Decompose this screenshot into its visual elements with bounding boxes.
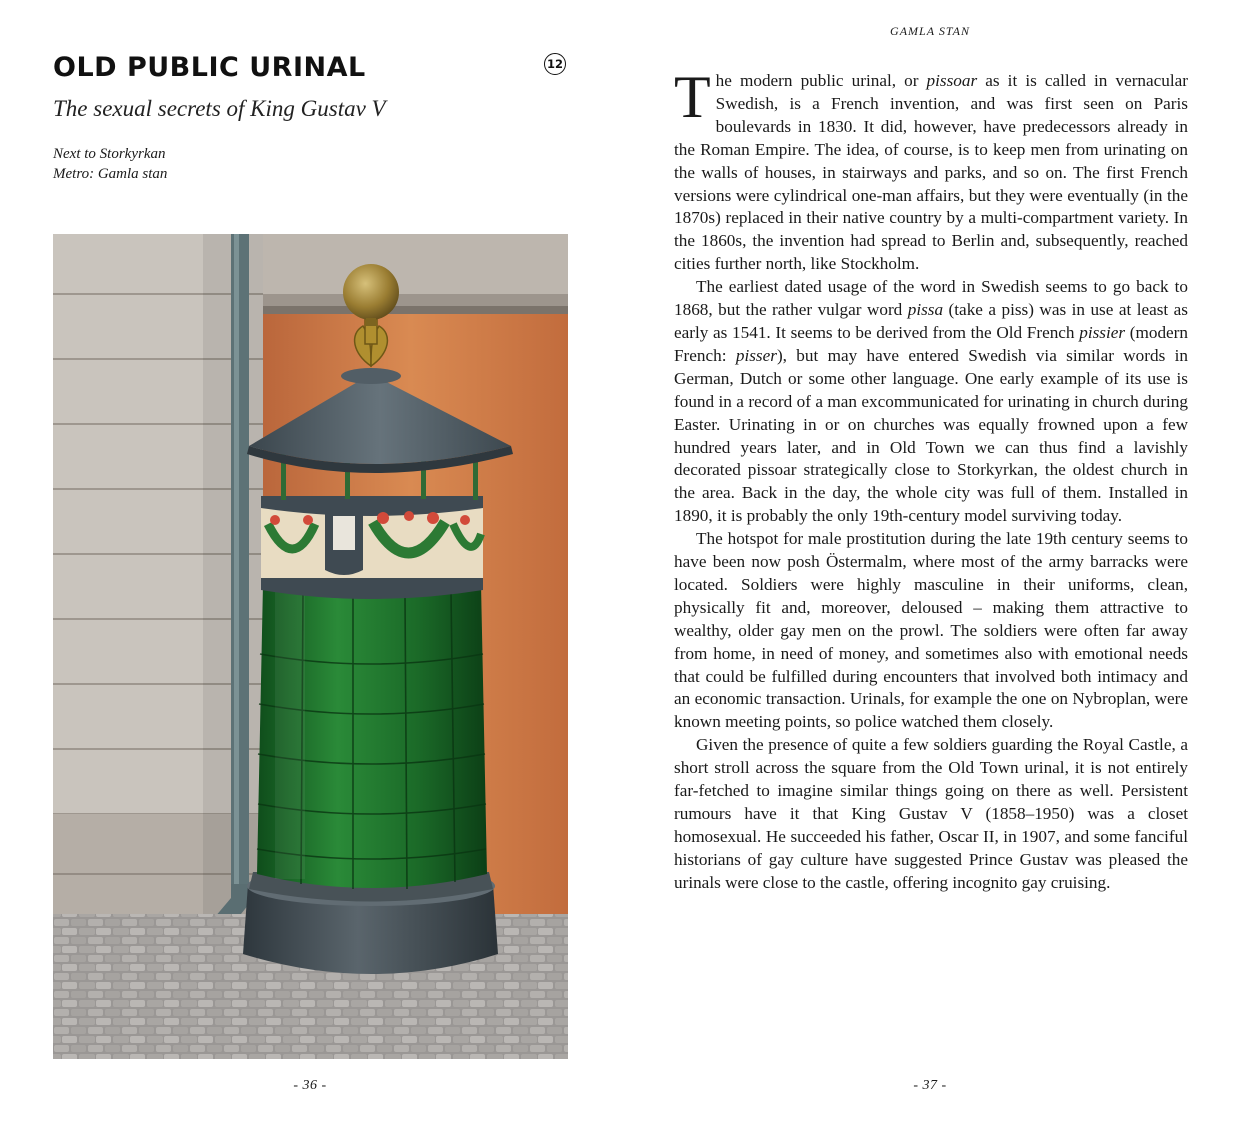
right-page <box>620 0 1241 1123</box>
text-run: (modern French: <box>674 322 1188 365</box>
text-run: as it is called in vernacular Swedish, is a French invention, and was first seen on Paris boulevards in 1830. It did, however, have predecessors already in the Roman Empire. The idea, of course, is to keep men from urinating on the walls of houses, in stairways and parks, and so on. The first French versions were cylindrical one-man affairs, but they were eventually (in the 1870s) replaced in their native country by a multi-compartment variety. In the 1860s, the invention had spread to Berlin and, subsequently, reached cities further north, like Stockholm. <box>674 71 1189 274</box>
page-number-left: - 36 - <box>293 1078 327 1093</box>
paragraph <box>674 64 1189 276</box>
italic-term: pisser <box>735 345 777 365</box>
italic-term: pissa <box>907 300 944 320</box>
text-run: Given the presence of quite a few soldiers guarding the Royal Castle, a short stroll across the square from the Old Town urinal, it is not entirely far-fetched to imagine similar things going on there as well. Persistent rumours have it that King Gustav V (1858–1950) was a closet homosexual. He succeeded his father, Oscar II, in 1907, and some fanciful historians of gay culture have suggested Prince Gustav was pleased the urinals were close to the castle, offering incognito gay cruising. <box>674 735 1188 892</box>
text-run: ), but may have entered Swedish via similar words in German, Dutch or some other language. One early example of its use is found in a record of a man excommunicated for urinating in church during Easter. Urinating in or on churches was equally frowned upon a few hundred years later, and in Old Town we can thus find a lavishly decorated pissoar strategically close to Storkyrkan, the oldest church in the area. Back in the day, the whole city was full of them. Installed in 1890, it is probably the only 19th-century model surviving today. <box>674 345 1188 526</box>
paragraph <box>674 528 1188 734</box>
page-number-right: - 37 - <box>913 1078 947 1093</box>
drop-cap: T <box>674 64 711 130</box>
italic-term: pissier <box>1079 322 1126 342</box>
entry-number-badge: 12 <box>544 53 566 75</box>
paragraph <box>674 276 1188 528</box>
text-run: he modern public urinal, or <box>715 71 927 90</box>
article-body <box>674 64 1189 895</box>
left-page <box>0 0 620 1123</box>
text-run: The earliest dated usage of the word in Swedish seems to go back to 1868, but the rather vulgar word <box>674 277 1188 320</box>
location-info <box>53 144 167 184</box>
location-line: Next to Storkyrkan <box>53 146 166 162</box>
metro-line: Metro: Gamla stan <box>53 166 168 182</box>
running-head: GAMLA STAN <box>890 24 970 38</box>
paragraph <box>674 734 1188 894</box>
italic-term: pissoar <box>926 71 978 90</box>
entry-subtitle: The sexual secrets of King Gustav V <box>53 96 386 121</box>
entry-title: OLD PUBLIC URINAL <box>53 52 366 83</box>
urinal-photo <box>53 234 568 1059</box>
text-run: (take a piss) was in use at least as early as 1541. It seems to be derived from the Old French <box>674 300 1188 342</box>
text-run: The hotspot for male prostitution during the late 19th century seems to have been now posh Östermalm, where most of the army barracks were located. Soldiers were highly masculine in their uniforms, clean, physically fit and, moreover, deloused – making them attractive to wealthy, older gay men on the prowl. The soldiers were often far away from home, in need of money, and sometimes also with emotional needs that could be fulfilled during encounters that involved both intimacy and an economic transaction. Urinals, for example the one on Nybroplan, were known meeting points, so police watched them closely. <box>674 529 1188 732</box>
